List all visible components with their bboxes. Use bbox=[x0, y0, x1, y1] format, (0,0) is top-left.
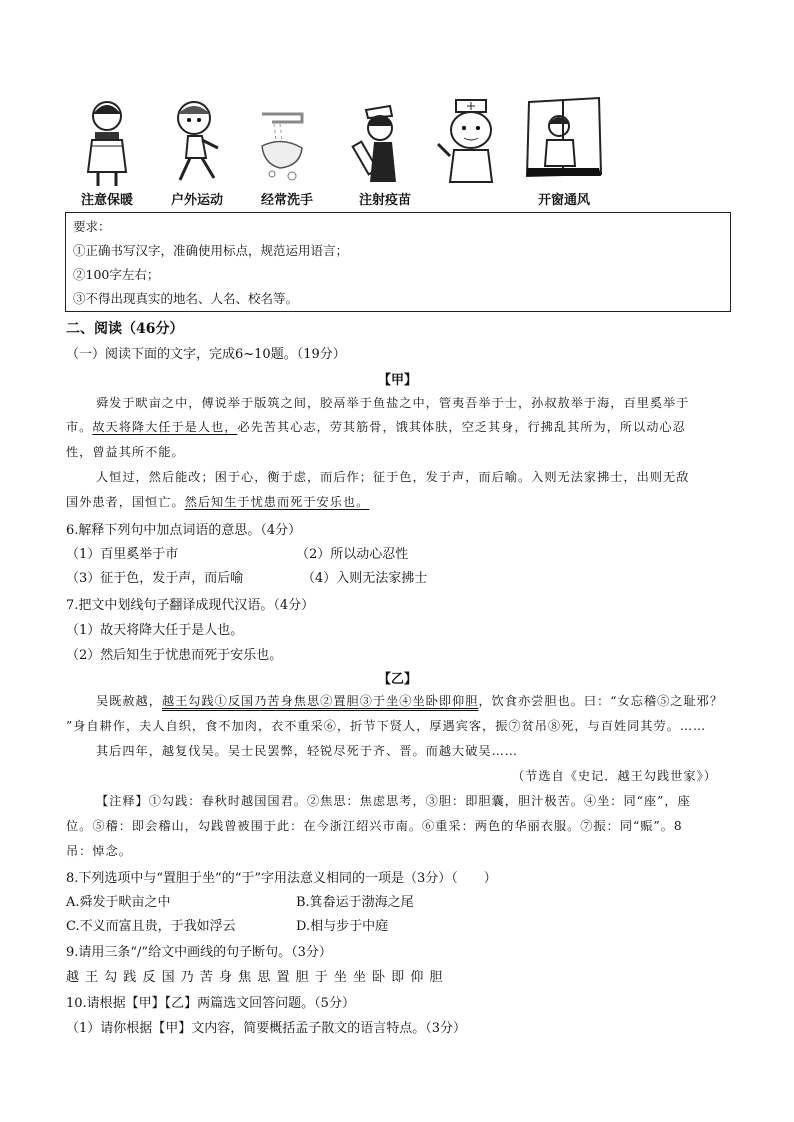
picture-doctor bbox=[428, 96, 518, 208]
picture-label: 注意保暖 bbox=[80, 193, 133, 208]
running-child-icon bbox=[152, 96, 242, 188]
girl-with-scarf-icon bbox=[62, 96, 152, 188]
requirements-title: 要求： bbox=[73, 219, 111, 234]
underlined-sentence-1: 故天将降大任于是人也， bbox=[92, 420, 238, 434]
underlined-sentence-3: 越王勾践①反国乃苦身焦思②置胆③于坐④坐卧即仰胆 bbox=[161, 694, 479, 708]
question-7-stem: 7.把文中划线句子翻译成现代汉语。（4分） bbox=[66, 598, 315, 613]
doctor-icon bbox=[428, 96, 518, 188]
passage-jia-line: 舜发于畎亩之中，傅说举于版筑之间，胶鬲举于鱼盐之中，管夷吾举于士，孙叔敖举于海，百里奚举于 bbox=[96, 396, 690, 410]
passage-jia-line bbox=[66, 418, 686, 435]
picture-vaccination bbox=[340, 96, 430, 208]
notes-line: 吊：悼念。 bbox=[66, 844, 132, 858]
text-segment: ，饮食亦尝胆也。曰：“女忘稽⑤之耻邪？ bbox=[478, 694, 724, 708]
question-9-stem: 9.请用三条“/”给文中画线的句子断句。（3分） bbox=[66, 945, 332, 960]
question-8-option-c[interactable]: C.不义而富且贵，于我如浮云 bbox=[66, 919, 236, 934]
requirement-item: ②100字左右； bbox=[73, 267, 160, 282]
underlined-sentence-2: 然后知生于忧患而死于安乐也。 bbox=[184, 495, 370, 509]
passage-yi-line: ”身自耕作，夫人自织，食不加肉，衣不重采⑥，折节下贤人，厚遇宾客，振⑦贫吊⑧死，与百姓同其劳。…… bbox=[66, 719, 707, 733]
nurse-syringe-icon bbox=[340, 96, 430, 188]
picture-wash-hands bbox=[242, 96, 332, 208]
passage-source: （节选自《史记．越王勾践世家》） bbox=[512, 769, 717, 783]
question-10-sub1: （1）请你根据【甲】文内容，简要概括孟子散文的语言特点。（3分） bbox=[66, 1021, 467, 1036]
passage-jia-line bbox=[66, 493, 369, 510]
picture-keep-warm bbox=[62, 96, 152, 208]
text-segment: 吴既赦越， bbox=[96, 694, 162, 708]
question-8-option-b[interactable]: B.箕畚运于渤海之尾 bbox=[296, 895, 414, 910]
picture-label: 户外运动 bbox=[170, 193, 223, 208]
open-window-icon bbox=[514, 96, 614, 188]
notes-line: 位。⑤稽：即会稽山，勾践曾被围于此：在今浙江绍兴市南。⑥重采：两色的华丽衣服。⑦振：同“赈”。8 bbox=[66, 819, 683, 833]
picture-label: 经常洗手 bbox=[260, 193, 313, 208]
question-9-sentence: 越 王 勾 践 反 国 乃 苦 身 焦 思 置 胆 于 坐 坐 卧 即 仰 胆 bbox=[66, 970, 444, 985]
question-10-stem: 10.请根据【甲】【乙】两篇选文回答问题。（5分） bbox=[66, 996, 355, 1011]
question-6-item: （2）所以动心忍性 bbox=[296, 547, 409, 562]
question-6-item: （4）入则无法家拂士 bbox=[302, 571, 428, 586]
picture-label: 开窗通风 bbox=[537, 193, 590, 208]
requirement-item: ③不得出现真实的地名、人名、校名等。 bbox=[73, 291, 299, 306]
passage-yi-line bbox=[96, 692, 723, 709]
requirements-box bbox=[65, 212, 731, 312]
question-7-item: （1）故天将降大任于是人也。 bbox=[66, 623, 244, 638]
text-segment: 国外患者，国恒亡。 bbox=[66, 495, 185, 509]
hand-washing-icon bbox=[242, 96, 332, 188]
question-7-item: （2）然后知生于忧患而死于安乐也。 bbox=[66, 648, 283, 663]
section-heading: 二、阅读（46分） bbox=[66, 321, 184, 337]
passage-jia-title: 【甲】 bbox=[378, 373, 418, 388]
question-6-item: （3）征于色，发于声，而后喻 bbox=[66, 571, 244, 586]
question-6-item: （1）百里奚举于市 bbox=[66, 547, 179, 562]
passage-jia-line: 性，曾益其所不能。 bbox=[66, 445, 185, 459]
question-8-stem: 8.下列选项中与“置胆于坐”的“于”字用法意义相同的一项是（3分）（ ） bbox=[66, 871, 497, 886]
question-6-stem: 6.解释下列句中加点词语的意思。（4分） bbox=[66, 523, 302, 538]
text-segment: 市。 bbox=[66, 420, 93, 434]
picture-outdoor-exercise bbox=[152, 96, 242, 208]
question-8-option-a[interactable]: A.舜发于畎亩之中 bbox=[66, 895, 171, 910]
section-intro: （一）阅读下面的文字，完成6~10题。（19分） bbox=[66, 347, 346, 362]
picture-open-window bbox=[514, 96, 614, 208]
notes-line: 【注释】①勾践：春秋时越国国君。②焦思：焦虑思考，③胆：即胆囊，胆汁极苦。④坐：同“座”，座 bbox=[96, 794, 691, 808]
passage-yi-line: 其后四年，越复伐吴。吴士民罢弊，轻锐尽死于齐、晋。而越大破吴…… bbox=[96, 744, 518, 758]
passage-jia-line: 人恒过，然后能改；困于心，衡于虑，而后作；征于色，发于声，而后喻。入则无法家拂士，出则无敌 bbox=[96, 470, 690, 484]
question-8-option-d[interactable]: D.相与步于中庭 bbox=[296, 919, 389, 934]
requirement-item: ①正确书写汉字，准确使用标点，规范运用语言； bbox=[73, 243, 349, 258]
text-segment: 必先苦其心志，劳其筋骨，饿其体肤，空乏其身，行拂乱其所为，所以动心忍 bbox=[237, 420, 686, 434]
passage-yi-title: 【乙】 bbox=[378, 672, 418, 687]
picture-label: 注射疫苗 bbox=[358, 193, 411, 208]
